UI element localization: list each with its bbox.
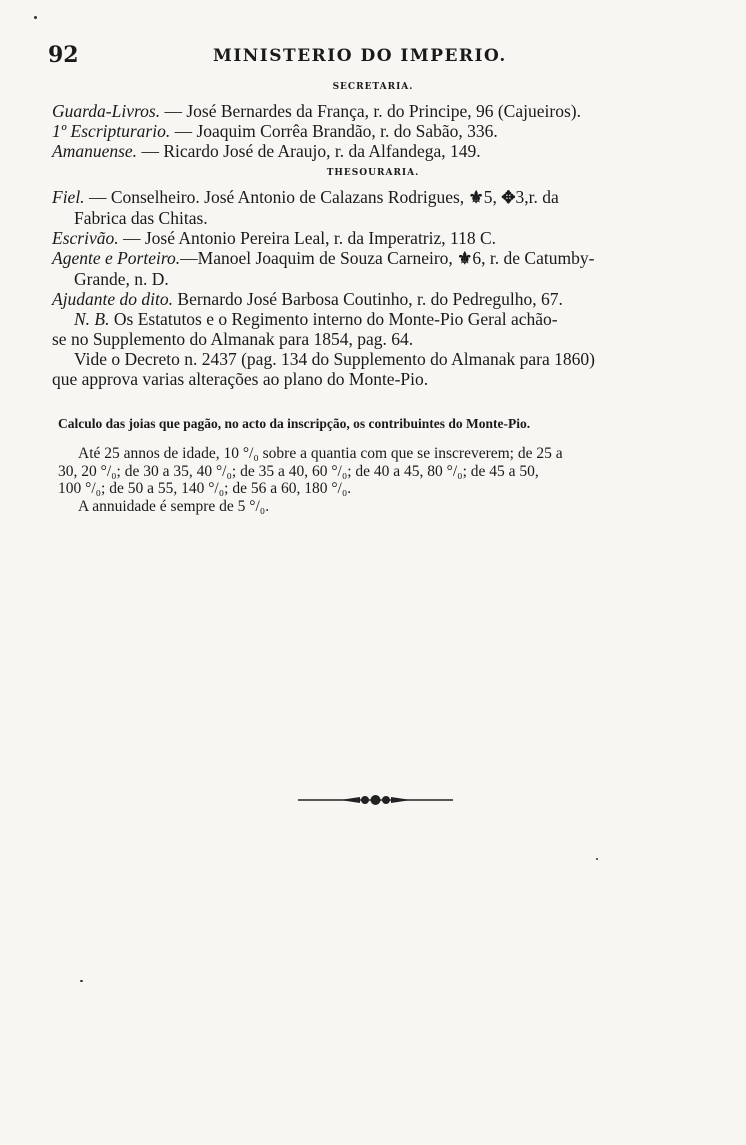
entry-role: N. B.	[74, 309, 110, 329]
entry-text: 3,r. da	[515, 187, 559, 207]
entry-text: — José Bernardes da França, r. do Principe, 96 (Cajueiros).	[160, 101, 581, 121]
page-header	[48, 42, 688, 74]
calculo-title: Calculo das joias que pagão, no acto da inscripção, os contribuintes do Monte-Pio.	[58, 416, 531, 431]
ornamental-divider	[298, 792, 453, 808]
calculo-line: 100 °/₀; de 50 a 55, 140 °/₀; de 56 a 60, 180 °/₀.	[58, 480, 352, 497]
entry-escripturario	[52, 121, 692, 141]
entry-text: —Manoel Joaquim de Souza Carneiro,	[180, 248, 458, 268]
order-insignia-icon: ⚜	[468, 188, 484, 207]
entry-continuation: Fabrica das Chitas.	[74, 208, 208, 228]
order-cross-icon: ✥	[501, 188, 516, 207]
entry-ajudante	[52, 289, 692, 309]
thesouraria-list	[52, 187, 692, 389]
section-heading-secretaria: SECRETARIA.	[332, 82, 414, 92]
order-insignia-icon: ⚜	[457, 249, 473, 268]
entry-text: 5,	[483, 187, 502, 207]
calculo-body	[58, 445, 684, 515]
calculo-line: Até 25 annos de idade, 10 °/₀ sobre a quantia com que se inscreverem; de 25 a	[78, 445, 563, 462]
calculo-line: A annuidade é sempre de 5 °/₀.	[78, 497, 270, 515]
entry-guarda-livros	[52, 101, 692, 121]
secretaria-list	[52, 101, 692, 161]
entry-vide: Vide o Decreto n. 2437 (pag. 134 do Supplemento do Almanak para 1860)	[74, 349, 595, 369]
entry-text: 6, r. de Catumby-	[472, 248, 595, 268]
entry-fiel	[52, 187, 692, 228]
entry-nb-continuation: se no Supplemento do Almanak para 1854, pag. 64.	[52, 329, 414, 349]
section-heading-thesouraria: THESOURARIA.	[326, 168, 420, 178]
entry-text: — Conselheiro. José Antonio de Calazans Rodrigues,	[84, 187, 469, 207]
ink-speck	[596, 858, 598, 860]
entry-nb	[52, 309, 692, 329]
entry-role: Escrivão.	[52, 228, 119, 248]
ink-speck	[80, 980, 83, 982]
ink-speck	[34, 16, 37, 19]
entry-agente	[52, 248, 692, 289]
entry-text: — Ricardo José de Araujo, r. da Alfandega, 149.	[137, 141, 481, 161]
entry-role: Amanuense.	[52, 141, 138, 161]
entry-escrivao	[52, 228, 692, 248]
entry-role: Ajudante do dito.	[52, 289, 174, 309]
entry-continuation: Grande, n. D.	[74, 269, 169, 289]
entry-role: Fiel.	[52, 187, 85, 207]
entry-role: 1º Escripturario.	[52, 121, 171, 141]
page-number: 92	[48, 42, 79, 68]
running-title: MINISTERIO DO IMPERIO.	[213, 46, 507, 66]
entry-text: — Joaquim Corrêa Brandão, r. do Sabão, 336.	[170, 121, 498, 141]
entry-role: Agente e Porteiro.	[52, 248, 181, 268]
entry-text: Bernardo José Barbosa Coutinho, r. do Pedregulho, 67.	[173, 289, 563, 309]
entry-text: — José Antonio Pereira Leal, r. da Imperatriz, 118 C.	[118, 228, 497, 248]
entry-text: Os Estatutos e o Regimento interno do Monte-Pio Geral achão-	[109, 309, 558, 329]
entry-amanuense	[52, 141, 692, 161]
calculo-line: 30, 20 °/₀; de 30 a 35, 40 °/₀; de 35 a 40, 60 °/₀; de 40 a 45, 80 °/₀; de 45 a 50,	[58, 462, 539, 480]
entry-vide-continuation: que approva varias alterações ao plano do Monte-Pio.	[52, 369, 429, 389]
entry-role: Guarda-Livros.	[52, 101, 161, 121]
